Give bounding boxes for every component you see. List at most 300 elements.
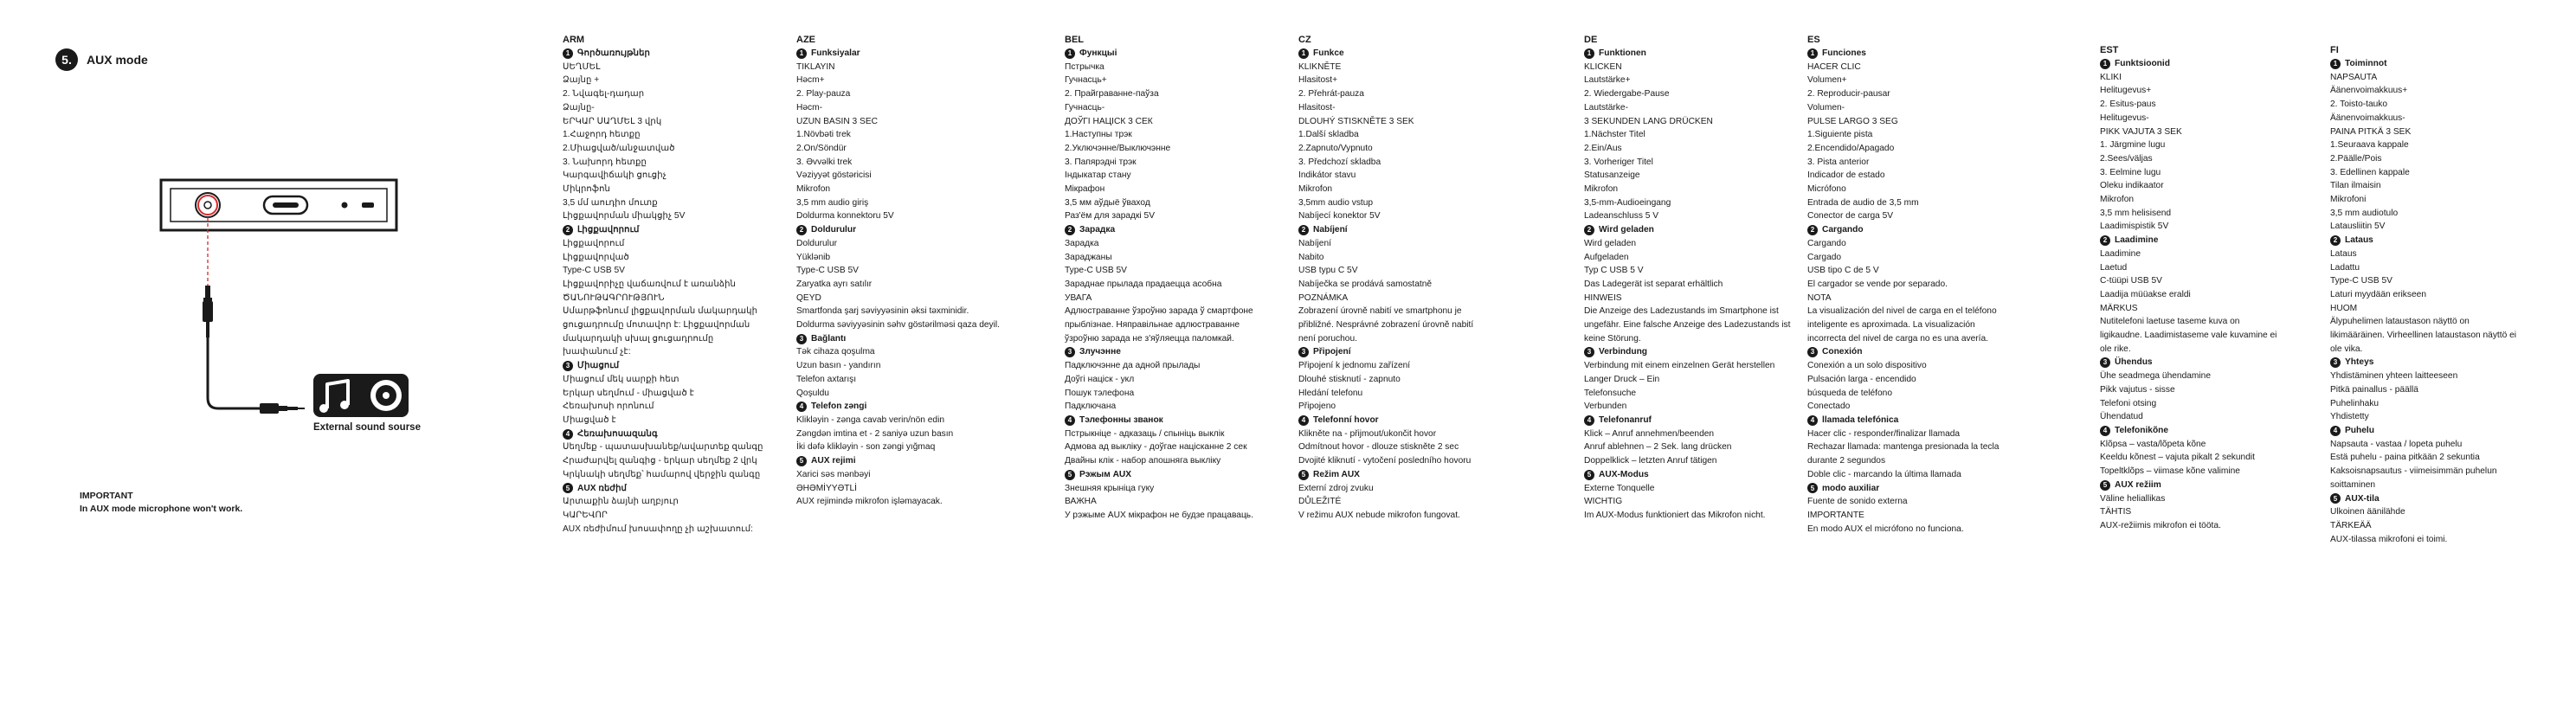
instruction-line: 3. Předchozí skladba xyxy=(1298,157,1381,167)
section-number-badge: 5 xyxy=(1807,483,1818,493)
instruction-line: PULSE LARGO 3 SEG xyxy=(1807,116,1898,126)
instruction-line: AUX-režiimis mikrofon ei tööta. xyxy=(2100,520,2221,530)
instruction-line: Լիցքավորում xyxy=(563,238,625,248)
instruction-line: Hledání telefonu xyxy=(1298,388,1363,398)
instruction-line: Lataus xyxy=(2330,248,2357,259)
section-title: Puhelu xyxy=(2345,425,2374,435)
instruction-line: УВАГА xyxy=(1065,292,1092,303)
section-number-badge: 5 xyxy=(563,483,573,493)
instruction-line: Klikləyin - zənga cavab verin/nön edin xyxy=(796,414,945,425)
instruction-line: Միացում մեկ սարքի հետ xyxy=(563,374,679,384)
section-number-badge: 1 xyxy=(2100,59,2110,69)
instruction-line: Type-C USB 5V xyxy=(2330,276,2392,286)
instruction-line: durante 2 segundos xyxy=(1807,456,1886,466)
instruction-line: Statusanzeige xyxy=(1584,170,1640,181)
instruction-line: Typ C USB 5 V xyxy=(1584,266,1644,276)
instruction-line: İki dəfə klikləyin - son zəngi yığmaq xyxy=(796,442,936,453)
instruction-line: likimääräinen. Virheellinen lataustason näyttö ei xyxy=(2330,331,2517,341)
instruction-line: Двайны клік - набор апошняга выкліку xyxy=(1065,456,1221,466)
step-number-badge: 5. xyxy=(55,48,78,71)
instruction-line: Սեղմեք - պատասխանեք/ավարտեք զանգը xyxy=(563,442,763,453)
aux-cable xyxy=(208,337,260,408)
instruction-line: Telefon axtarışı xyxy=(796,374,857,384)
section-title: Cargando xyxy=(1822,225,1864,235)
section-title: Funktionen xyxy=(1599,48,1646,58)
section-heading xyxy=(1584,47,1790,61)
instruction-line: մակարդակի սխալ ցուցադրումը xyxy=(563,333,714,344)
instruction-line: Smartfonda şarj səviyyəsinin əksi təxminidir. xyxy=(796,306,969,317)
instruction-line: MÄRKUS xyxy=(2100,303,2138,313)
external-sound-source-icon xyxy=(313,374,409,417)
instruction-line: Երկար սեղմում - միացված է xyxy=(563,388,694,398)
instruction-line: Pulsación larga - encendido xyxy=(1807,374,1916,384)
instruction-line: 2. Přehrát-pauza xyxy=(1298,89,1364,100)
instruction-line: ole rike. xyxy=(2100,344,2131,354)
instruction-line: Hlasitost- xyxy=(1298,102,1336,112)
section-heading xyxy=(1807,414,1999,427)
instruction-line: Äänenvoimakkuus+ xyxy=(2330,86,2408,96)
section-heading xyxy=(796,223,1000,237)
instruction-line: 1.Հաջորդ հետքը xyxy=(563,130,641,140)
section-heading xyxy=(2330,424,2516,438)
instruction-line: 3. Edellinen kappale xyxy=(2330,167,2410,177)
instruction-line: 3,5 mm audiotulo xyxy=(2330,208,2399,218)
section-heading xyxy=(563,359,763,373)
instruction-line: Mikrofoni xyxy=(2330,195,2367,205)
instruction-line: Ühendatud xyxy=(2100,412,2143,422)
instruction-line: Laadimispistik 5V xyxy=(2100,222,2169,232)
section-title: Ühendus xyxy=(2115,357,2153,368)
section-number-badge: 3 xyxy=(1807,347,1818,357)
instruction-line: 1.Nächster Titel xyxy=(1584,130,1645,140)
instruction-line: Раз'ём для зарадкі 5V xyxy=(1065,211,1155,222)
instruction-line: Mikrofon xyxy=(2100,195,2135,205)
section-heading xyxy=(1807,47,1999,61)
section-number-badge: 5 xyxy=(796,456,807,466)
instruction-line: Пошук тэлефона xyxy=(1065,388,1135,398)
section-title: Conexión xyxy=(1822,347,1863,357)
section-number-badge: 2 xyxy=(1065,225,1075,235)
section-title: modo auxiliar xyxy=(1822,483,1880,493)
instruction-line: ДОЎГІ НАЦІСК 3 СЕК xyxy=(1065,116,1153,126)
instruction-line: Micrófono xyxy=(1807,184,1846,195)
instruction-line: HACER CLIC xyxy=(1807,61,1861,72)
instruction-line: Fuente de sonido externa xyxy=(1807,497,1908,507)
section-title: Злучэнне xyxy=(1079,347,1121,357)
language-code: DE xyxy=(1584,35,1598,45)
instruction-line: Conexión a un solo dispositivo xyxy=(1807,361,1927,371)
instruction-line: ԵՐԿԱՐ ՍԱՂՄԵԼ 3 վրկ xyxy=(563,116,662,126)
section-title: Функцыі xyxy=(1079,48,1117,58)
section-heading xyxy=(1065,468,1253,482)
section-number-badge: 3 xyxy=(1584,347,1594,357)
instruction-line: 3,5-mm-Audioeingang xyxy=(1584,197,1671,208)
section-heading xyxy=(1065,345,1253,359)
instruction-line: Լիցքավորման միակցիչ 5V xyxy=(563,211,686,222)
instruction-line: Падключэнне да адной прылады xyxy=(1065,361,1201,371)
aux-plug-end-icon xyxy=(260,403,305,414)
section-title: Funktsioonid xyxy=(2115,59,2170,68)
section-heading xyxy=(2100,356,2277,369)
instruction-line: Kaksoisnapsautus - viimeisimmän puhelun xyxy=(2330,466,2497,477)
section-number-badge: 2 xyxy=(1807,225,1818,235)
instruction-line: Indikátor stavu xyxy=(1298,170,1356,181)
section-heading xyxy=(1298,414,1473,427)
instruction-line: Hacer clic - responder/finalizar llamada xyxy=(1807,428,1961,439)
instruction-line: Пстрыкніце - адказаць / спыніць выклік xyxy=(1065,428,1225,439)
instruction-line: 3. Նախորդ հետքը xyxy=(563,157,647,167)
section-title: AUX-Modus xyxy=(1599,469,1649,479)
section-number-badge: 3 xyxy=(2100,357,2110,368)
language-column-cz xyxy=(1298,33,1473,523)
instruction-line: Wird geladen xyxy=(1584,238,1637,248)
instruction-line: Cargando xyxy=(1807,238,1846,248)
section-title: AUX rejimi xyxy=(811,456,856,466)
language-column-arm xyxy=(563,33,763,536)
instruction-line: TIKLAYIN xyxy=(796,61,835,72)
instruction-line: přibližné. Nesprávné zobrazení úrovně nabití xyxy=(1298,320,1474,331)
instruction-line: HUOM xyxy=(2330,303,2358,313)
section-number-badge: 1 xyxy=(2330,59,2341,69)
instruction-line: прыблізнае. Няправільнае адлюстраванне xyxy=(1065,320,1240,331)
section-heading xyxy=(796,400,1000,414)
instruction-line: Mikrofon xyxy=(1584,184,1619,195)
section-heading xyxy=(2330,57,2516,71)
language-column-est xyxy=(2100,43,2277,533)
section-title: Verbindung xyxy=(1599,347,1648,357)
section-title: AUX-tila xyxy=(2345,493,2380,504)
section-title: Telefon zəngi xyxy=(811,402,867,412)
section-heading xyxy=(1298,223,1473,237)
section-number-badge: 2 xyxy=(796,225,807,235)
instruction-line: Həcm- xyxy=(796,102,822,112)
section-number-badge: 4 xyxy=(1298,415,1309,426)
section-title: Հեռախոսազանգ xyxy=(577,428,658,439)
section-heading xyxy=(563,47,763,61)
instruction-line: Lautstärke- xyxy=(1584,102,1628,112)
instruction-line: Conector de carga 5V xyxy=(1807,211,1894,222)
section-number-badge: 3 xyxy=(796,334,807,344)
language-code: BEL xyxy=(1065,35,1084,45)
instruction-line: Xarici səs mənbəyi xyxy=(796,469,871,479)
section-heading xyxy=(2100,234,2277,247)
instruction-line: Doppelklick – letzten Anruf tätigen xyxy=(1584,456,1717,466)
section-title: Připojení xyxy=(1313,347,1351,357)
instruction-line: 3. Eelmine lugu xyxy=(2100,167,2161,177)
instruction-line: ԿԱՐԵՎՈՐ xyxy=(563,510,608,520)
instruction-line: Volumen- xyxy=(1807,102,1845,112)
instruction-line: 2.Päälle/Pois xyxy=(2330,153,2382,164)
instruction-line: Ձայնը- xyxy=(563,102,595,112)
instruction-line: Ulkoinen äänilähde xyxy=(2330,507,2405,517)
section-title: Funciones xyxy=(1822,48,1866,58)
section-number-badge: 2 xyxy=(2100,235,2110,246)
section-heading xyxy=(2100,57,2277,71)
instruction-line: 2.Уключэнне/Выключэнне xyxy=(1065,143,1171,153)
instruction-line: Ladeanschluss 5 V xyxy=(1584,211,1659,222)
section-heading xyxy=(563,427,763,441)
language-column-bel xyxy=(1065,33,1253,523)
instruction-line: Ladattu xyxy=(2330,262,2360,273)
section-title: Laadimine xyxy=(2115,235,2159,246)
instruction-line: 3,5 мм аўдыё ўваход xyxy=(1065,197,1150,208)
section-number-badge: 1 xyxy=(1298,48,1309,59)
instruction-line: Pitkä painallus - päällä xyxy=(2330,384,2418,395)
instruction-line: KLICKEN xyxy=(1584,61,1622,72)
instruction-line: NAPSAUTA xyxy=(2330,72,2378,82)
instruction-line: Puhelinhaku xyxy=(2330,398,2380,408)
section-heading xyxy=(1065,223,1253,237)
section-title: Funkce xyxy=(1313,48,1344,58)
section-heading xyxy=(796,454,1000,468)
instruction-line: Լիցքավորիչը վաճառվում է առանձին xyxy=(563,279,737,289)
instruction-line: Telefonsuche xyxy=(1584,388,1637,398)
section-number-badge: 3 xyxy=(1065,347,1075,357)
instruction-line: 3,5 mm helisisend xyxy=(2100,208,2172,218)
instruction-line: Vəziyyət göstəricisi xyxy=(796,170,872,181)
instruction-line: Entrada de audio de 3,5 mm xyxy=(1807,197,1919,208)
section-number-badge: 3 xyxy=(563,361,573,371)
section-heading xyxy=(2330,356,2516,369)
section-number-badge: 5 xyxy=(1065,470,1075,480)
section-heading xyxy=(563,482,763,496)
instruction-line: V režimu AUX nebude mikrofon fungovat. xyxy=(1298,510,1460,520)
instruction-line: Միկրոֆոն xyxy=(563,184,611,195)
section-title: Wird geladen xyxy=(1599,225,1654,235)
section-heading xyxy=(1807,482,1999,496)
instruction-line: Zaryatka ayrı satılır xyxy=(796,279,873,289)
instruction-line: HINWEIS xyxy=(1584,292,1622,303)
section-title: Тэлефонны званок xyxy=(1079,414,1163,425)
language-code: ARM xyxy=(563,35,585,45)
section-heading xyxy=(2330,492,2516,506)
instruction-line: Oleku indikaator xyxy=(2100,181,2164,191)
section-number-badge: 2 xyxy=(1298,225,1309,235)
section-title: Doldurulur xyxy=(811,225,857,235)
instruction-line: NOTA xyxy=(1807,292,1832,303)
section-heading xyxy=(1584,468,1790,482)
instruction-line: Laturi myydään erikseen xyxy=(2330,289,2426,299)
language-column-es xyxy=(1807,33,1999,536)
section-title: Լիցքավորում xyxy=(577,225,640,235)
instruction-line: není poruchou. xyxy=(1298,333,1357,344)
instruction-line: ցուցադրումը մոտավոր է: Լիցքավորման xyxy=(563,320,750,331)
section-heading xyxy=(1298,345,1473,359)
instruction-line: Արտաքին ձայնի աղբյուր xyxy=(563,497,679,507)
instruction-line: Dlouhé stisknutí - zapnuto xyxy=(1298,374,1401,384)
section-number-badge: 2 xyxy=(2330,235,2341,246)
section-number-badge: 3 xyxy=(1298,347,1309,357)
instruction-line: Type-C USB 5V xyxy=(1065,266,1127,276)
instruction-line: 2.On/Söndür xyxy=(796,143,847,153)
instruction-line: 2.Sees/väljas xyxy=(2100,153,2153,164)
instruction-line: Klick – Anruf annehmen/beenden xyxy=(1584,428,1715,439)
section-number-badge: 1 xyxy=(1065,48,1075,59)
instruction-line: Volumen+ xyxy=(1807,75,1847,86)
important-title: IMPORTANT xyxy=(80,491,133,501)
instruction-line: Nabito xyxy=(1298,252,1324,262)
instruction-line: Helitugevus- xyxy=(2100,112,2149,123)
instruction-line: 1.Siguiente pista xyxy=(1807,130,1873,140)
instruction-line: Зараджаны xyxy=(1065,252,1112,262)
instruction-line: PAINA PITKÄ 3 SEK xyxy=(2330,126,2412,137)
instruction-line: У рэжыме AUX мікрафон не будзе працаваць. xyxy=(1065,510,1253,520)
instruction-line: Napsauta - vastaa / lopeta puhelu xyxy=(2330,439,2463,449)
instruction-line: ole vika. xyxy=(2330,344,2363,354)
instruction-line: Doldurma konnektoru 5V xyxy=(796,211,894,222)
section-title: Telefonanruf xyxy=(1599,414,1652,425)
aux-port-icon xyxy=(196,193,220,217)
instruction-line: POZNÁMKA xyxy=(1298,292,1349,303)
instruction-line: Klikněte na - přijmout/ukončit hovor xyxy=(1298,428,1437,439)
instruction-line: Laadimine xyxy=(2100,248,2141,259)
instruction-line: PIKK VAJUTA 3 SEK xyxy=(2100,126,2182,137)
instruction-line: ƏHƏMİYYƏTLİ xyxy=(796,483,857,493)
section-number-badge: 5 xyxy=(1298,470,1309,480)
instruction-line: Estä puhelu - paina pitkään 2 sekuntia xyxy=(2330,453,2480,463)
instruction-line: 1. Järgmine lugu xyxy=(2100,140,2166,151)
instruction-line: El cargador se vende por separado. xyxy=(1807,279,1948,289)
instruction-line: Yüklənib xyxy=(796,252,831,262)
section-heading xyxy=(796,47,1000,61)
section-heading xyxy=(1807,223,1999,237)
instruction-line: Latausliitin 5V xyxy=(2330,222,2386,232)
section-number-badge: 1 xyxy=(796,48,807,59)
instruction-line: 3 SEKUNDEN LANG DRÜCKEN xyxy=(1584,116,1713,126)
instruction-line: Зараднае прылада прадаецца асобна xyxy=(1065,279,1222,289)
instruction-line: KLIKNĚTE xyxy=(1298,61,1342,72)
external-source-label: External sound sourse xyxy=(313,422,421,433)
section-number-badge: 5 xyxy=(2100,480,2110,491)
section-number-badge: 3 xyxy=(2330,357,2341,368)
section-title: llamada telefónica xyxy=(1822,414,1899,425)
instruction-line: DLOUHÝ STISKNĚTE 3 SEK xyxy=(1298,116,1414,126)
instruction-line: USB tipo C de 5 V xyxy=(1807,266,1879,276)
instruction-line: Conectado xyxy=(1807,402,1851,412)
instruction-line: Telefoni otsing xyxy=(2100,398,2157,408)
section-heading xyxy=(1065,47,1253,61)
instruction-line: Laadija müüakse eraldi xyxy=(2100,289,2191,299)
instruction-line: Zobrazení úrovně nabití ve smartphonu je xyxy=(1298,306,1462,317)
section-heading xyxy=(2100,479,2277,492)
language-column-de xyxy=(1584,33,1790,523)
section-title: Միացում xyxy=(577,361,620,371)
instruction-line: Гучнасць+ xyxy=(1065,75,1107,86)
status-led-icon xyxy=(362,202,374,208)
instruction-line: 3. Əvvəlki trek xyxy=(796,157,853,167)
instruction-line: AUX rejimində mikrofon işləmayacak. xyxy=(796,497,943,507)
instruction-line: Připojeno xyxy=(1298,402,1336,412)
instruction-line: Nutitelefoni laetuse taseme kuva on xyxy=(2100,317,2240,327)
instruction-line: Tək cihaza qoşulma xyxy=(796,347,875,357)
language-column-aze xyxy=(796,33,1000,509)
language-code: FI xyxy=(2330,45,2339,55)
instruction-line: Адлюстраванне ўзроўню зарада ў смартфоне xyxy=(1065,306,1253,317)
language-code: AZE xyxy=(796,35,815,45)
instruction-line: 1.Seuraava kappale xyxy=(2330,140,2409,151)
instruction-line: 2. Wiedergabe-Pause xyxy=(1584,89,1670,100)
section-number-badge: 2 xyxy=(563,225,573,235)
instruction-line: Aufgeladen xyxy=(1584,252,1629,262)
instruction-line: Verbunden xyxy=(1584,402,1627,412)
instruction-line: Připojení k jednomu zařízení xyxy=(1298,361,1411,371)
section-title: AUX ռեժիմ xyxy=(577,483,628,493)
instruction-line: 1.Další skladba xyxy=(1298,130,1359,140)
instruction-line: Доўгі націск - укл xyxy=(1065,374,1135,384)
instruction-line: Doble clic - marcando la última llamada xyxy=(1807,469,1961,479)
instruction-line: Հրաժարվել զանգից - երկար սեղմեք 2 վրկ xyxy=(563,456,757,466)
section-number-badge: 5 xyxy=(1584,470,1594,480)
section-number-badge: 2 xyxy=(1584,225,1594,235)
instruction-line: 3,5 մմ աուդիո մուտք xyxy=(563,197,658,208)
instruction-line: ВАЖНА xyxy=(1065,497,1097,507)
instruction-line: 2. Play-pauza xyxy=(796,89,851,100)
instruction-line: Älypuhelimen lataustason näyttö on xyxy=(2330,317,2470,327)
section-title: Telefonní hovor xyxy=(1313,414,1379,425)
section-title: Գործառույթներ xyxy=(577,48,651,58)
section-title: Yhteys xyxy=(2345,357,2374,368)
instruction-line: 2. Նվագել-դադար xyxy=(563,89,645,100)
instruction-line: Rechazar llamada: mantenga presionada la tecla xyxy=(1807,442,2000,453)
instruction-line: Mikrofon xyxy=(1298,184,1333,195)
section-heading xyxy=(2330,234,2516,247)
instruction-line: Odmítnout hovor - dlouze stiskněte 2 sec xyxy=(1298,442,1459,453)
aux-plug-icon xyxy=(203,286,213,337)
section-title: Režim AUX xyxy=(1313,469,1360,479)
instruction-line: 2.Ein/Aus xyxy=(1584,143,1622,153)
instruction-line: keine Störung. xyxy=(1584,333,1641,344)
instruction-line: Mikrofon xyxy=(796,184,831,195)
section-heading xyxy=(2100,424,2277,438)
instruction-line: Verbindung mit einem einzelnen Gerät herstellen xyxy=(1584,361,1775,371)
instruction-line: Միացված է xyxy=(563,414,616,425)
section-title: Зарадка xyxy=(1079,225,1116,235)
instruction-line: Lautstärke+ xyxy=(1584,75,1631,86)
instruction-line: Qoşuldu xyxy=(796,388,829,398)
instruction-line: Cargado xyxy=(1807,252,1842,262)
instruction-line: Type-C USB 5V xyxy=(563,266,625,276)
instruction-line: Կրկնակի սեղմեք՝ համարով վերջին զանգը xyxy=(563,469,761,479)
instruction-line: 3. Pista anterior xyxy=(1807,157,1870,167)
instruction-line: Klõpsa – vasta/lõpeta kõne xyxy=(2100,439,2206,449)
instruction-line: Anruf ablehnen – 2 Sek. lang drücken xyxy=(1584,442,1732,453)
instruction-line: DŮLEŽITÉ xyxy=(1298,497,1342,507)
instruction-line: 3,5 mm audio giriş xyxy=(796,197,869,208)
instruction-line: USB typu C 5V xyxy=(1298,266,1358,276)
instruction-line: TÄHTIS xyxy=(2100,507,2132,517)
instruction-line: incorrecta del nivel de carga no es una avería. xyxy=(1807,333,1988,344)
instruction-line: inteligente es aproximada. La visualización xyxy=(1807,320,1975,331)
section-heading xyxy=(1298,47,1473,61)
instruction-line: Im AUX-Modus funktioniert das Mikrofon nicht. xyxy=(1584,510,1766,520)
instruction-line: ligikaudne. Laadimistaseme vale kuvamine ei xyxy=(2100,331,2277,341)
instruction-line: 2. Прайграванне-паўза xyxy=(1065,89,1159,100)
section-heading xyxy=(1065,414,1253,427)
instruction-line: KLIKI xyxy=(2100,72,2122,82)
instruction-line: búsqueda de teléfono xyxy=(1807,388,1892,398)
instruction-line: ўзроўню зарада не з'яўляецца паломкай. xyxy=(1065,333,1234,344)
instruction-line: 2.Encendido/Apagado xyxy=(1807,143,1895,153)
instruction-line: Знешняя крыніца гуку xyxy=(1065,483,1155,493)
instruction-line: Externí zdroj zvuku xyxy=(1298,483,1374,493)
instruction-line: Tilan ilmaisin xyxy=(2330,181,2381,191)
instruction-line: Zəngdən imtina et - 2 saniyə uzun basın xyxy=(796,428,954,439)
instruction-line: խափանում չէ: xyxy=(563,347,631,357)
instruction-line: 1.Наступны трэк xyxy=(1065,130,1132,140)
instruction-line: Laetud xyxy=(2100,262,2128,273)
instruction-line: Гучнасць- xyxy=(1065,102,1105,112)
section-heading xyxy=(1807,345,1999,359)
